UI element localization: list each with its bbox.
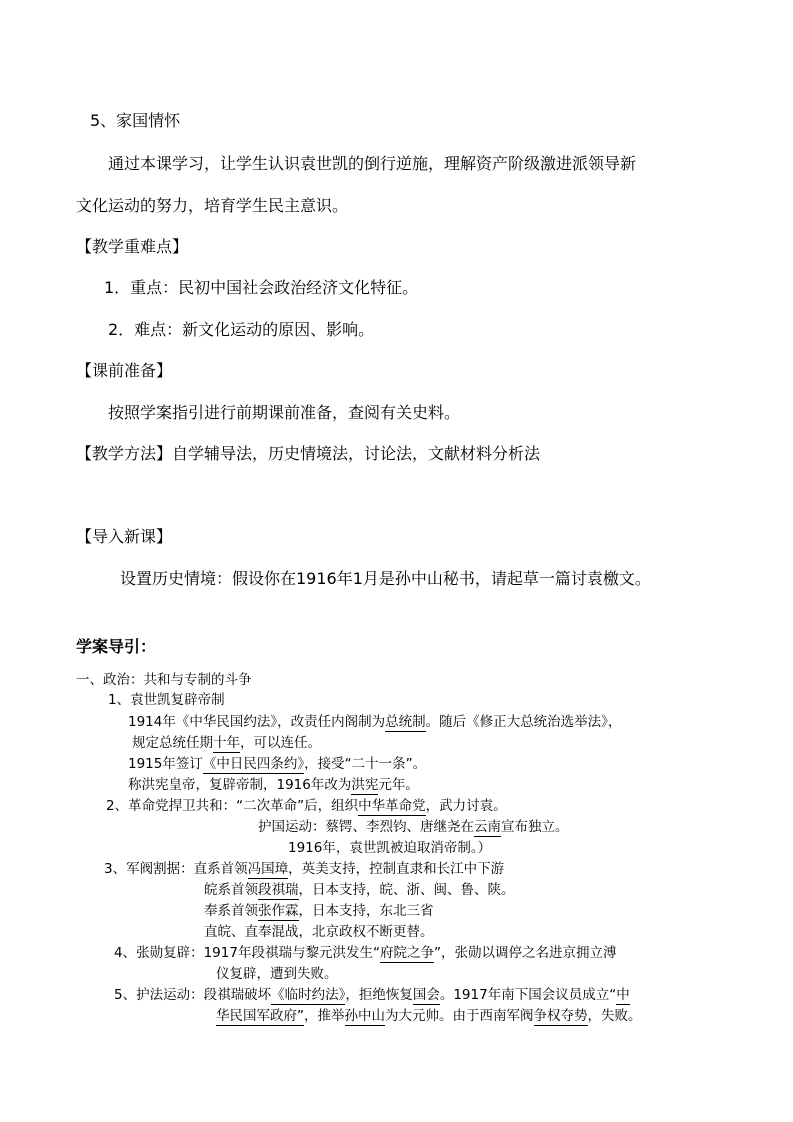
guide-section-heading: 一、政治：共和与专制的斗争 — [76, 672, 252, 688]
section-heading-prep: 【课前准备】 — [76, 361, 173, 380]
guide-line: 3、军阀割据：直系首领冯国璋，英美支持，控制直隶和长江中下游 — [104, 861, 505, 877]
underlined-term: 《临时约法》 — [271, 987, 346, 1003]
underlined-term: 《中日民四条约》 — [202, 756, 305, 772]
guide-line: 奉系首领张作霖，日本支持，东北三省 — [204, 903, 434, 919]
guide-line: 1914年《中华民国约法》，改责任内阁制为总统制。随后《修正大总统治选举法》， — [128, 714, 622, 730]
guide-line: 直皖、直奉混战，北京政权不断更替。 — [204, 924, 434, 940]
underlined-term: 总统制 — [385, 714, 426, 730]
underlined-term: 张作霖 — [258, 903, 299, 919]
paragraph-line: 设置历史情境：假设你在1916年1月是孙中山秘书，请起草一篇讨袁檄文。 — [120, 569, 651, 588]
underlined-term: 中 — [616, 987, 630, 1003]
underlined-term: 争权夺势 — [533, 1008, 588, 1024]
underlined-term: 段祺瑞 — [258, 882, 299, 898]
underlined-term: 中华革命党 — [358, 798, 426, 814]
paragraph-line: 通过本课学习，让学生认识袁世凯的倒行逆施，理解资产阶级激进派领导新 — [108, 154, 637, 173]
guide-title: 学案导引： — [76, 637, 157, 656]
underlined-term: 华民国军政府” — [216, 1008, 304, 1024]
underlined-term: 国会 — [412, 987, 440, 1003]
guide-line: 1916年，袁世凯被迫取消帝制。） — [288, 840, 492, 856]
paragraph-line: 按照学案指引进行前期课前准备，查阅有关史料。 — [108, 403, 461, 422]
guide-line: 称洪宪皇帝，复辟帝制，1916年改为洪宪元年。 — [128, 777, 419, 793]
guide-line: 1915年签订《中日民四条约》，接受“二十一条”。 — [128, 756, 427, 772]
guide-item-title: 1、袁世凯复辟帝制 — [108, 692, 225, 708]
underlined-term: 府院之争 — [379, 945, 434, 961]
guide-line: 仪复辟，遭到失败。 — [216, 966, 338, 982]
methods-line: 【教学方法】自学辅导法，历史情境法，讨论法，文献材料分析法 — [76, 444, 541, 463]
underlined-term: 十年 — [213, 735, 240, 751]
underlined-term: 洪宪 — [351, 777, 379, 793]
keypoint-item: 2．难点：新文化运动的原因、影响。 — [108, 320, 375, 339]
guide-line: 5、护法运动：段祺瑞破坏《临时约法》，拒绝恢复国会。1917年南下国会议员成立“中 — [114, 987, 630, 1003]
guide-line: 2、革命党捍卫共和：“二次革命”后，组织中华革命党，武力讨袁。 — [106, 798, 507, 814]
guide-line: 皖系首领段祺瑞，日本支持，皖、浙、闽、鲁、陕。 — [204, 882, 515, 898]
guide-line: 华民国军政府”，推举孙中山为大元帅。由于西南军阀争权夺势，失败。 — [216, 1008, 642, 1024]
underlined-term: 云南 — [474, 819, 501, 835]
underlined-term: 冯国璋 — [247, 861, 289, 877]
underlined-term: 孙中山 — [344, 1008, 385, 1024]
guide-line: 规定总统任期十年，可以连任。 — [132, 735, 321, 751]
section-heading-jiaguo: 5、家国情怀 — [90, 111, 181, 130]
section-heading-keypoints: 【教学重难点】 — [76, 237, 189, 256]
paragraph-line: 文化运动的努力，培育学生民主意识。 — [76, 196, 349, 215]
guide-line: 4、张勋复辟：1917年段祺瑞与黎元洪发生“府院之争”，张勋以调停之名进京拥立溥 — [114, 945, 617, 961]
keypoint-item: 1．重点：民初中国社会政治经济文化特征。 — [104, 278, 419, 297]
section-heading-intro: 【导入新课】 — [76, 527, 173, 546]
guide-line: 护国运动：蔡锷、李烈钧、唐继尧在云南宣布独立。 — [258, 819, 569, 835]
